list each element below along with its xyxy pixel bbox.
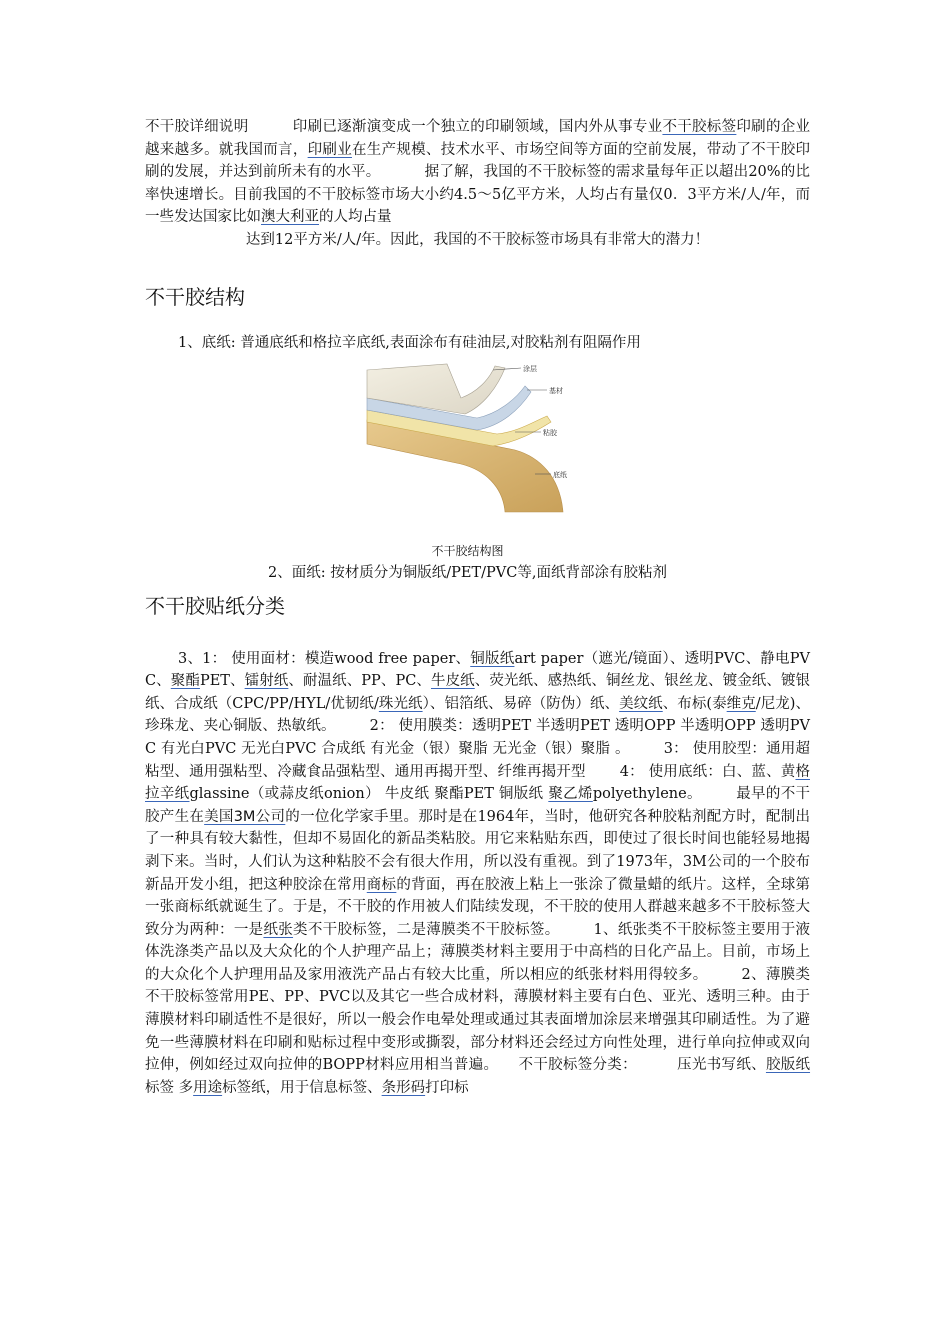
link-label-sticker[interactable]: 不干胶标签 [662, 119, 737, 135]
intro-text-1: 印刷已逐渐演变成一个独立的印刷领域，国内外从事专业 [292, 119, 663, 135]
class-text-a14: 最早的不干胶产生在 [145, 786, 811, 825]
class-text-a21: 压光书写纸、 [676, 1057, 766, 1074]
class-text-a10: 3： 使用胶型：通用超粘型、通用强粘型、冷藏食品强粘型、通用再揭开型、纤维再揭开型 [145, 740, 810, 780]
link-polyethylene[interactable]: 聚乙烯 [548, 786, 593, 803]
class-text-a11: 4： 使用底纸：白、蓝、黄 [619, 763, 796, 780]
link-coated-paper[interactable]: 铜版纸 [470, 650, 515, 667]
class-text-a15: 的一位化学家手里。那时是在1964年，当时，他研究各种胶粘剂配方时，配制出了一种具有较大黏性，但却不易固化的新品类粘胶。用它来粘贴东西，即使过了很长时间也能轻易地揭剥下来。当时，人们认为这种粘胶不会有很大作用，所以没有重视。到了1973年，3M公司的一个胶布新品开发小组，把这种胶涂在常用 [145, 808, 811, 893]
link-3m-company[interactable]: 美国3M公司 [204, 808, 286, 825]
class-text-a23: 标签纸，用于信息标签、 [222, 1079, 382, 1096]
class-text-a24: 打印标 [425, 1079, 469, 1096]
class-text-a4: 、耐温纸、PP、PC、 [288, 673, 431, 690]
class-text-a18: 1、纸张类不干胶标签主要用于液体洗涤类产品以及大众化的个人护理产品上；薄膜类材料主要用于中高档的日化产品上。目前，市场上的大众化个人护理用品及家用液洗产品占有较大比重，所以相应的纸张材料用得较多。 [145, 921, 811, 983]
class-text-a19: 2、薄膜类不干胶标签常用PE、PP、PVC以及其它一些合成材料，薄膜材料主要有白色、亚光、透明三种。由于薄膜材料印刷适性不是很好，所以一般会作电晕处理或通过其表面增加涂层来增强其印刷适性。为了避免一些薄膜材料在印刷和贴标过程中变形或撕裂，部分材料还会经过方向性处理，进行单向拉伸或双向拉伸，例如经过双向拉伸的BOPP材料应用相当普遍。 [145, 966, 810, 1074]
figure-caption: 不干胶结构图 [431, 543, 504, 558]
class-text-a3: PET、 [199, 673, 245, 690]
class-text-a2: art paper（遮光/镜面）、透明PVC、静电PVC、 [145, 650, 810, 690]
class-text-a9: 2： 使用膜类：透明PET 半透明PET 透明OPP 半透明OPP 透明PVC 有光白PVC 无光白PVC 合成纸 有光金（银）聚脂 无光金（银）聚脂 。 [145, 718, 810, 757]
link-pearl-paper[interactable]: 珠光纸 [378, 695, 423, 712]
class-text-a12: glassine（或蒜皮纸onion） 牛皮纸 聚酯PET 铜版纸 [189, 786, 549, 803]
intro-lead: 不干胶详细说明 [145, 119, 249, 135]
classification-paragraph [145, 648, 810, 1100]
link-polyester[interactable]: 聚酯 [170, 673, 200, 690]
label-base: 基材 [549, 386, 563, 395]
link-tyvek[interactable]: 维克 [726, 695, 756, 712]
section-heading-classification: 不干胶贴纸分类 [145, 593, 285, 618]
section-heading-structure: 不干胶结构 [145, 284, 245, 309]
link-glassine[interactable]: 格拉辛纸 [145, 763, 810, 803]
link-kraft-paper[interactable]: 牛皮纸 [430, 673, 475, 690]
intro-paragraph [145, 116, 810, 229]
sticker-structure-figure [365, 362, 585, 522]
label-coat: 涂层 [523, 364, 537, 373]
label-glue: 粘胶 [543, 428, 557, 437]
class-text-a17: 类不干胶标签，二是薄膜类不干胶标签。 [293, 921, 560, 938]
link-laser-paper[interactable]: 镭射纸 [244, 673, 289, 690]
class-text-a20: 不干胶标签分类： [518, 1057, 637, 1074]
link-trademark[interactable]: 商标 [366, 876, 397, 893]
class-text-a8: /尼龙)、珍珠龙、夹心铜版、热敏纸。 [145, 695, 811, 735]
link-printing-industry[interactable]: 印刷业 [307, 141, 352, 158]
link-offset-paper[interactable]: 胶版纸 [765, 1057, 811, 1074]
document-content [145, 116, 810, 1099]
intro-text-4: 据了解，我国的不干胶标签的需求量每年正以超出20%的比率快速增长。目前我国的不干胶标签市场大小约4.5～5亿平方米，人均占有量仅0．3平方米/人/年，而一些发达国家比如 [145, 164, 810, 226]
link-paper[interactable]: 纸张 [263, 921, 294, 938]
class-text-a7: 、布标(泰 [662, 695, 727, 712]
intro-last-line: 达到12平方米/人/年。因此，我国的不干胶标签市场具有非常大的潜力！ [245, 231, 710, 248]
link-barcode[interactable]: 条形码 [381, 1079, 426, 1096]
intro-text-3: 在生产规模、技术水平、市场空间等方面的空前发展，带动了不干胶印刷的发展，并达到前所未有的水平。 [145, 141, 811, 181]
class-text-a22: 标签 多 [145, 1079, 194, 1096]
class-text-a5: 、荧光纸、感热纸、铜丝龙、银丝龙、镀金纸、镀银纸、合成纸（CPC/PP/HYL/优韧纸/ [145, 673, 811, 712]
link-usage[interactable]: 用途 [193, 1079, 223, 1096]
structure-item-face: 2、面纸: 按材质分为铜版纸/PET/PVC等,面纸背部涂有胶粘剂 [268, 564, 667, 581]
link-masking-paper[interactable]: 美纹纸 [619, 695, 663, 712]
intro-text-5: 的人均占量 [319, 209, 392, 226]
class-text-a13: polyethylene。 [592, 786, 702, 803]
class-text-a1: 3、1： 使用面材：模造wood free paper、 [178, 650, 471, 667]
label-liner: 底纸 [553, 470, 567, 479]
link-australia[interactable]: 澳大利亚 [261, 209, 319, 226]
structure-item-liner: 1、底纸: 普通底纸和格拉辛底纸,表面涂布有硅油层,对胶粘剂有阻隔作用 [178, 334, 641, 351]
intro-text-2: 印刷的企业越来越多。就我国而言， [145, 119, 811, 158]
class-text-a6: ）、铝箔纸、易碎（防伪）纸、 [422, 695, 620, 712]
class-text-a16: 的背面，再在胶液上粘上一张涂了微量蜡的纸片。这样，全球第一张商标纸就诞生了。于是，不干胶的作用被人们陆续发现，不干胶的使用人群越来越多不干胶标签大致分为两种：一是 [145, 876, 811, 938]
